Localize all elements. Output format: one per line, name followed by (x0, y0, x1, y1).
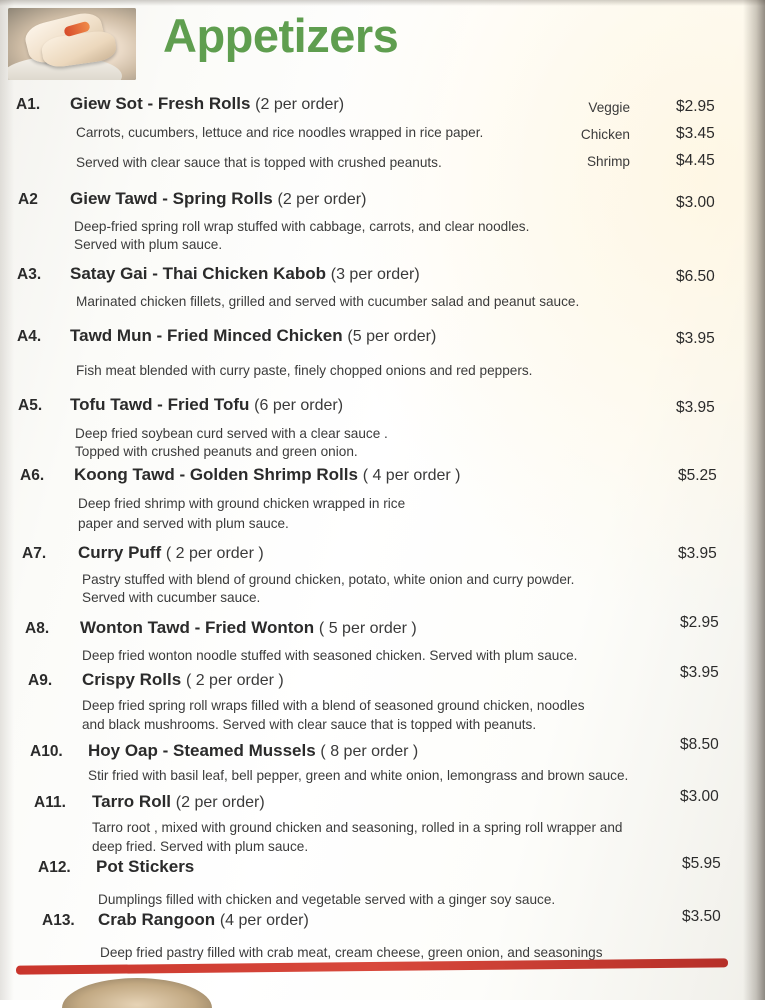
item-desc-line: Stir fried with basil leaf, bell pepper, green and white onion, lemongrass and brown sauce. (88, 768, 629, 783)
item-price: $3.50 (682, 908, 721, 925)
item-name-text: Satay Gai - Thai Chicken Kabob (70, 264, 327, 283)
item-price: $3.95 (676, 399, 715, 416)
item-desc-line: Served with cucumber sauce. (82, 590, 261, 605)
item-desc-line: Topped with crushed peanuts and green onion. (75, 444, 358, 459)
item-qty: (2 per order) (255, 96, 345, 113)
item-price: $3.95 (678, 545, 717, 562)
item-name-text: Hoy Oap - Steamed Mussels (88, 741, 316, 760)
item-code: A6. (20, 467, 45, 484)
item-code: A5. (18, 397, 43, 414)
item-name (78, 543, 264, 563)
item-desc-line: Deep fried spring roll wraps filled with a blend of seasoned ground chicken, noodles (82, 698, 585, 713)
item-desc-line: Pastry stuffed with blend of ground chicken, potato, white onion and curry powder. (82, 572, 575, 587)
item-qty: (2 per order) (277, 191, 367, 208)
item-qty: ( 5 per order ) (318, 620, 417, 637)
item-qty: ( 8 per order ) (320, 743, 419, 760)
item-code: A10. (30, 743, 63, 760)
item-name (70, 264, 420, 284)
item-desc-line: Deep fried wonton noodle stuffed with seasoned chicken. Served with plum sauce. (82, 648, 578, 663)
item-qty: (4 per order) (219, 912, 309, 929)
item-desc-line: Served with plum sauce. (74, 237, 223, 252)
item-qty: (5 per order) (347, 328, 437, 345)
item-name (70, 326, 436, 346)
item-name (92, 792, 265, 812)
item-name-text: Tarro Roll (92, 792, 172, 811)
item-desc-line: Deep-fried spring roll wrap stuffed with cabbage, carrots, and clear noodles. (74, 219, 530, 234)
item-desc-line: Deep fried pastry filled with crab meat, cream cheese, green onion, and seasonings (100, 945, 603, 960)
item-name-text: Pot Stickers (96, 857, 195, 876)
item-name-text: Giew Tawd - Spring Rolls (70, 189, 273, 208)
item-price: $5.95 (682, 855, 721, 872)
price-label-chicken: Chicken (580, 127, 630, 142)
item-name-text: Tofu Tawd - Fried Tofu (70, 395, 250, 414)
item-code: A11. (34, 794, 66, 811)
item-price: $2.95 (680, 614, 719, 631)
price-chicken: $3.45 (676, 125, 715, 142)
item-desc-line: paper and served with plum sauce. (78, 516, 289, 531)
item-desc-line: Tarro root , mixed with ground chicken and seasoning, rolled in a spring roll wrapper and (92, 820, 623, 835)
item-desc-line: Deep fried soybean curd served with a clear sauce . (75, 426, 388, 441)
item-code: A7. (22, 545, 47, 562)
item-qty: (3 per order) (330, 266, 420, 283)
item-desc-line: Fish meat blended with curry paste, finely chopped onions and red peppers. (76, 363, 533, 378)
item-code: A4. (17, 328, 42, 345)
item-code: A9. (28, 672, 53, 689)
item-name (70, 189, 366, 209)
item-name (70, 94, 344, 114)
fresh-roll-photo (8, 8, 136, 80)
item-code: A8. (25, 620, 50, 637)
page-title: Appetizers (163, 9, 399, 62)
item-desc-line: Deep fried shrimp with ground chicken wrapped in rice (78, 496, 406, 511)
item-price: $8.50 (680, 736, 719, 753)
item-desc-line: Carrots, cucumbers, lettuce and rice noodles wrapped in rice paper. (76, 125, 484, 140)
item-name (70, 395, 343, 415)
item-name-text: Curry Puff (78, 543, 162, 562)
item-qty: ( 4 per order ) (362, 467, 461, 484)
item-desc-line: and black mushrooms. Served with clear sauce that is topped with peanuts. (82, 717, 537, 732)
price-shrimp: $4.45 (676, 152, 715, 169)
item-name-text: Tawd Mun - Fried Minced Chicken (70, 326, 343, 345)
item-qty: (2 per order) (175, 794, 265, 811)
item-desc-line: deep fried. Served with plum sauce. (92, 839, 309, 854)
next-section-photo (62, 978, 212, 1008)
item-code: A1. (16, 96, 41, 113)
item-name (82, 670, 284, 690)
item-code: A3. (17, 266, 42, 283)
item-desc-line: Marinated chicken fillets, grilled and served with cucumber salad and peanut sauce. (76, 294, 580, 309)
item-name (96, 857, 194, 877)
item-qty: (6 per order) (254, 397, 344, 414)
item-name-text: Wonton Tawd - Fried Wonton (80, 618, 315, 637)
price-veggie: $2.95 (676, 98, 715, 115)
item-name (98, 910, 309, 930)
item-name-text: Koong Tawd - Golden Shrimp Rolls (74, 465, 358, 484)
item-name-text: Crispy Rolls (82, 670, 182, 689)
item-price: $3.00 (680, 788, 719, 805)
item-name (88, 741, 418, 761)
item-price: $5.25 (678, 467, 717, 484)
price-label-veggie: Veggie (588, 100, 630, 115)
item-name (80, 618, 417, 638)
menu-header (0, 0, 765, 86)
item-name-text: Giew Sot - Fresh Rolls (70, 94, 251, 113)
item-price: $3.95 (676, 330, 715, 347)
item-name (74, 465, 461, 485)
item-price: $3.95 (680, 664, 719, 681)
price-label-shrimp: Shrimp (586, 154, 630, 169)
item-desc-line: Dumplings filled with chicken and vegetable served with a ginger soy sauce. (98, 892, 556, 907)
item-price: $3.00 (676, 194, 715, 211)
item-qty: ( 2 per order ) (185, 672, 284, 689)
item-price: $6.50 (676, 268, 715, 285)
item-code: A2 (18, 191, 38, 208)
item-desc-line: Served with clear sauce that is topped with crushed peanuts. (76, 155, 442, 170)
item-code: A12. (38, 859, 71, 876)
item-code: A13. (42, 912, 75, 929)
item-qty: ( 2 per order ) (165, 545, 264, 562)
item-name-text: Crab Rangoon (98, 910, 216, 929)
